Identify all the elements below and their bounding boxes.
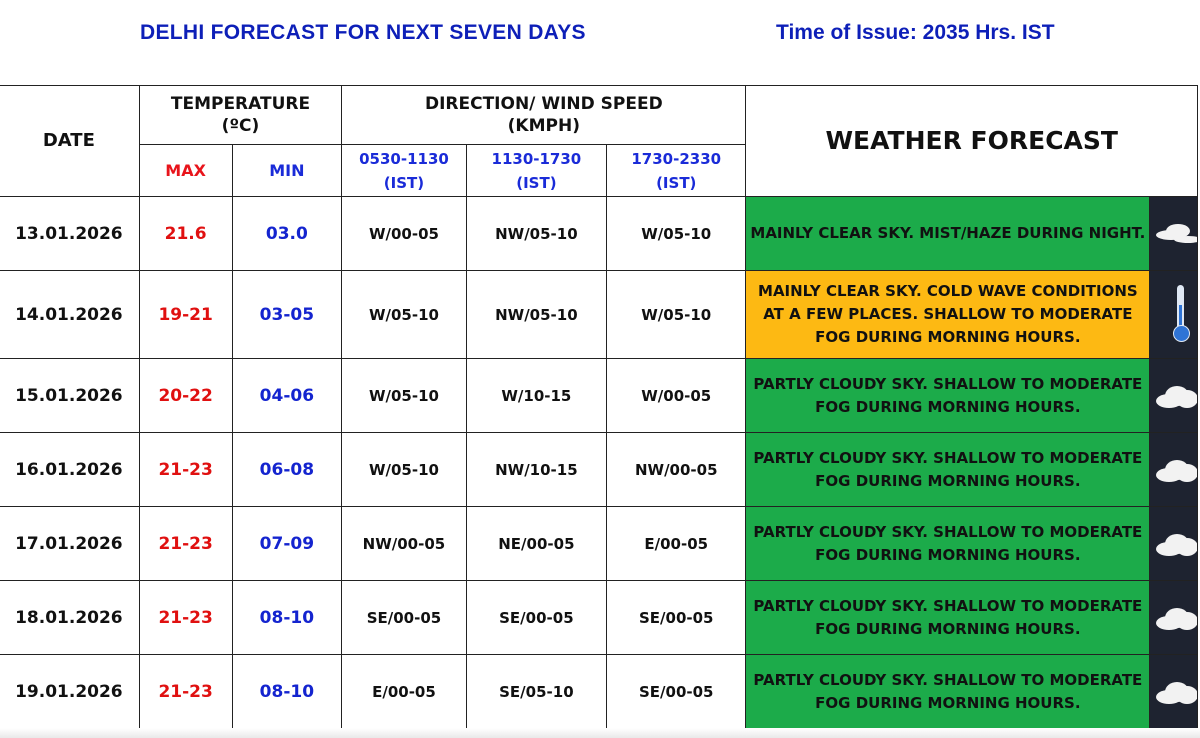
temperature-title: TEMPERATURE bbox=[170, 94, 311, 114]
cloud-icon bbox=[1156, 458, 1197, 482]
slot-zone: (IST) bbox=[656, 173, 697, 192]
max-temp-cell: 21-23 bbox=[139, 507, 232, 581]
wind-title: DIRECTION/ WIND SPEED bbox=[424, 94, 663, 114]
max-temp-cell: 21-23 bbox=[139, 655, 232, 729]
wind-cell-afternoon: SE/05-10 bbox=[466, 655, 606, 729]
date-cell: 14.01.2026 bbox=[0, 271, 139, 359]
cloud-icon bbox=[1156, 606, 1197, 630]
max-temp-cell: 21.6 bbox=[139, 197, 232, 271]
min-temp-cell: 04-06 bbox=[232, 359, 342, 433]
wind-cell-morning: W/00-05 bbox=[342, 197, 466, 271]
cloud-icon bbox=[1156, 384, 1197, 408]
issue-time: Time of Issue: 2035 Hrs. IST bbox=[776, 21, 1055, 44]
weather-icon-cell bbox=[1150, 359, 1198, 433]
wind-cell-afternoon: NW/05-10 bbox=[466, 197, 606, 271]
date-cell: 16.01.2026 bbox=[0, 433, 139, 507]
wind-cell-morning: E/00-05 bbox=[342, 655, 466, 729]
wind-cell-morning: SE/00-05 bbox=[342, 581, 466, 655]
wind-cell-morning: W/05-10 bbox=[342, 433, 466, 507]
slot-header-2 bbox=[466, 145, 606, 197]
wind-unit: (KMPH) bbox=[507, 116, 580, 136]
wind-cell-evening: W/05-10 bbox=[607, 271, 746, 359]
table-row bbox=[0, 581, 1198, 655]
date-cell: 17.01.2026 bbox=[0, 507, 139, 581]
weather-icon-cell bbox=[1150, 581, 1198, 655]
wind-cell-evening: W/00-05 bbox=[607, 359, 746, 433]
wind-cell-evening: SE/00-05 bbox=[607, 581, 746, 655]
page-title: DELHI FORECAST FOR NEXT SEVEN DAYS bbox=[140, 21, 586, 44]
min-temp-cell: 06-08 bbox=[232, 433, 342, 507]
page-header bbox=[0, 0, 1200, 86]
max-header: MAX bbox=[139, 145, 232, 197]
wind-cell-afternoon: W/10-15 bbox=[466, 359, 606, 433]
table-row bbox=[0, 507, 1198, 581]
min-header: MIN bbox=[232, 145, 342, 197]
min-temp-cell: 08-10 bbox=[232, 655, 342, 729]
table-row bbox=[0, 359, 1198, 433]
haze-cloud-icon bbox=[1156, 222, 1197, 246]
wind-cell-afternoon: NW/05-10 bbox=[466, 271, 606, 359]
slot-header-3 bbox=[607, 145, 746, 197]
max-temp-cell: 20-22 bbox=[139, 359, 232, 433]
date-cell: 15.01.2026 bbox=[0, 359, 139, 433]
forecast-cell: PARTLY CLOUDY SKY. SHALLOW TO MODERATE FOG DURING MORNING HOURS. bbox=[746, 507, 1150, 581]
table-row bbox=[0, 197, 1198, 271]
table-row bbox=[0, 655, 1198, 729]
forecast-cell: MAINLY CLEAR SKY. MIST/HAZE DURING NIGHT. bbox=[746, 197, 1150, 271]
forecast-cell: PARTLY CLOUDY SKY. SHALLOW TO MODERATE FOG DURING MORNING HOURS. bbox=[746, 581, 1150, 655]
slot-zone: (IST) bbox=[516, 173, 557, 192]
temperature-header bbox=[139, 86, 341, 145]
thermometer-icon bbox=[1172, 285, 1188, 345]
weather-icon-cell bbox=[1150, 433, 1198, 507]
forecast-cell: PARTLY CLOUDY SKY. SHALLOW TO MODERATE FOG DURING MORNING HOURS. bbox=[746, 433, 1150, 507]
wind-cell-morning: W/05-10 bbox=[342, 359, 466, 433]
slot-zone: (IST) bbox=[383, 173, 425, 192]
cloud-icon bbox=[1156, 680, 1197, 704]
min-temp-cell: 03-05 bbox=[232, 271, 342, 359]
slot-time: 0530-1130 bbox=[359, 149, 449, 168]
wind-cell-morning: W/05-10 bbox=[342, 271, 466, 359]
wind-cell-evening: E/00-05 bbox=[607, 507, 746, 581]
table-row bbox=[0, 271, 1198, 359]
max-temp-cell: 19-21 bbox=[139, 271, 232, 359]
date-header: DATE bbox=[0, 86, 139, 197]
max-temp-cell: 21-23 bbox=[139, 581, 232, 655]
wind-cell-evening: SE/00-05 bbox=[607, 655, 746, 729]
weather-icon-cell bbox=[1150, 197, 1198, 271]
min-temp-cell: 08-10 bbox=[232, 581, 342, 655]
date-cell: 18.01.2026 bbox=[0, 581, 139, 655]
bottom-edge bbox=[0, 728, 1200, 738]
wind-cell-morning: NW/00-05 bbox=[342, 507, 466, 581]
cloud-icon bbox=[1156, 532, 1197, 556]
wind-cell-afternoon: SE/00-05 bbox=[466, 581, 606, 655]
date-cell: 19.01.2026 bbox=[0, 655, 139, 729]
wind-cell-evening: W/05-10 bbox=[607, 197, 746, 271]
date-cell: 13.01.2026 bbox=[0, 197, 139, 271]
table-row bbox=[0, 433, 1198, 507]
weather-icon-cell bbox=[1150, 507, 1198, 581]
slot-header-1 bbox=[342, 145, 466, 197]
weather-icon-cell bbox=[1150, 271, 1198, 359]
wind-cell-afternoon: NE/00-05 bbox=[466, 507, 606, 581]
forecast-cell: PARTLY CLOUDY SKY. SHALLOW TO MODERATE FOG DURING MORNING HOURS. bbox=[746, 359, 1150, 433]
wind-cell-evening: NW/00-05 bbox=[607, 433, 746, 507]
slot-time: 1730-2330 bbox=[631, 149, 722, 168]
weather-icon-cell bbox=[1150, 655, 1198, 729]
forecast-table bbox=[0, 85, 1198, 729]
forecast-cell: PARTLY CLOUDY SKY. SHALLOW TO MODERATE FOG DURING MORNING HOURS. bbox=[746, 655, 1150, 729]
slot-time: 1130-1730 bbox=[491, 149, 582, 168]
wind-cell-afternoon: NW/10-15 bbox=[466, 433, 606, 507]
max-temp-cell: 21-23 bbox=[139, 433, 232, 507]
wind-header bbox=[342, 86, 746, 145]
forecast-cell: MAINLY CLEAR SKY. COLD WAVE CONDITIONS AT A FEW PLACES. SHALLOW TO MODERATE FOG DURING MORNING HOURS. bbox=[746, 271, 1150, 359]
weather-forecast-header: WEATHER FORECAST bbox=[746, 86, 1198, 197]
min-temp-cell: 07-09 bbox=[232, 507, 342, 581]
temperature-unit: (ºC) bbox=[221, 116, 260, 136]
min-temp-cell: 03.0 bbox=[232, 197, 342, 271]
